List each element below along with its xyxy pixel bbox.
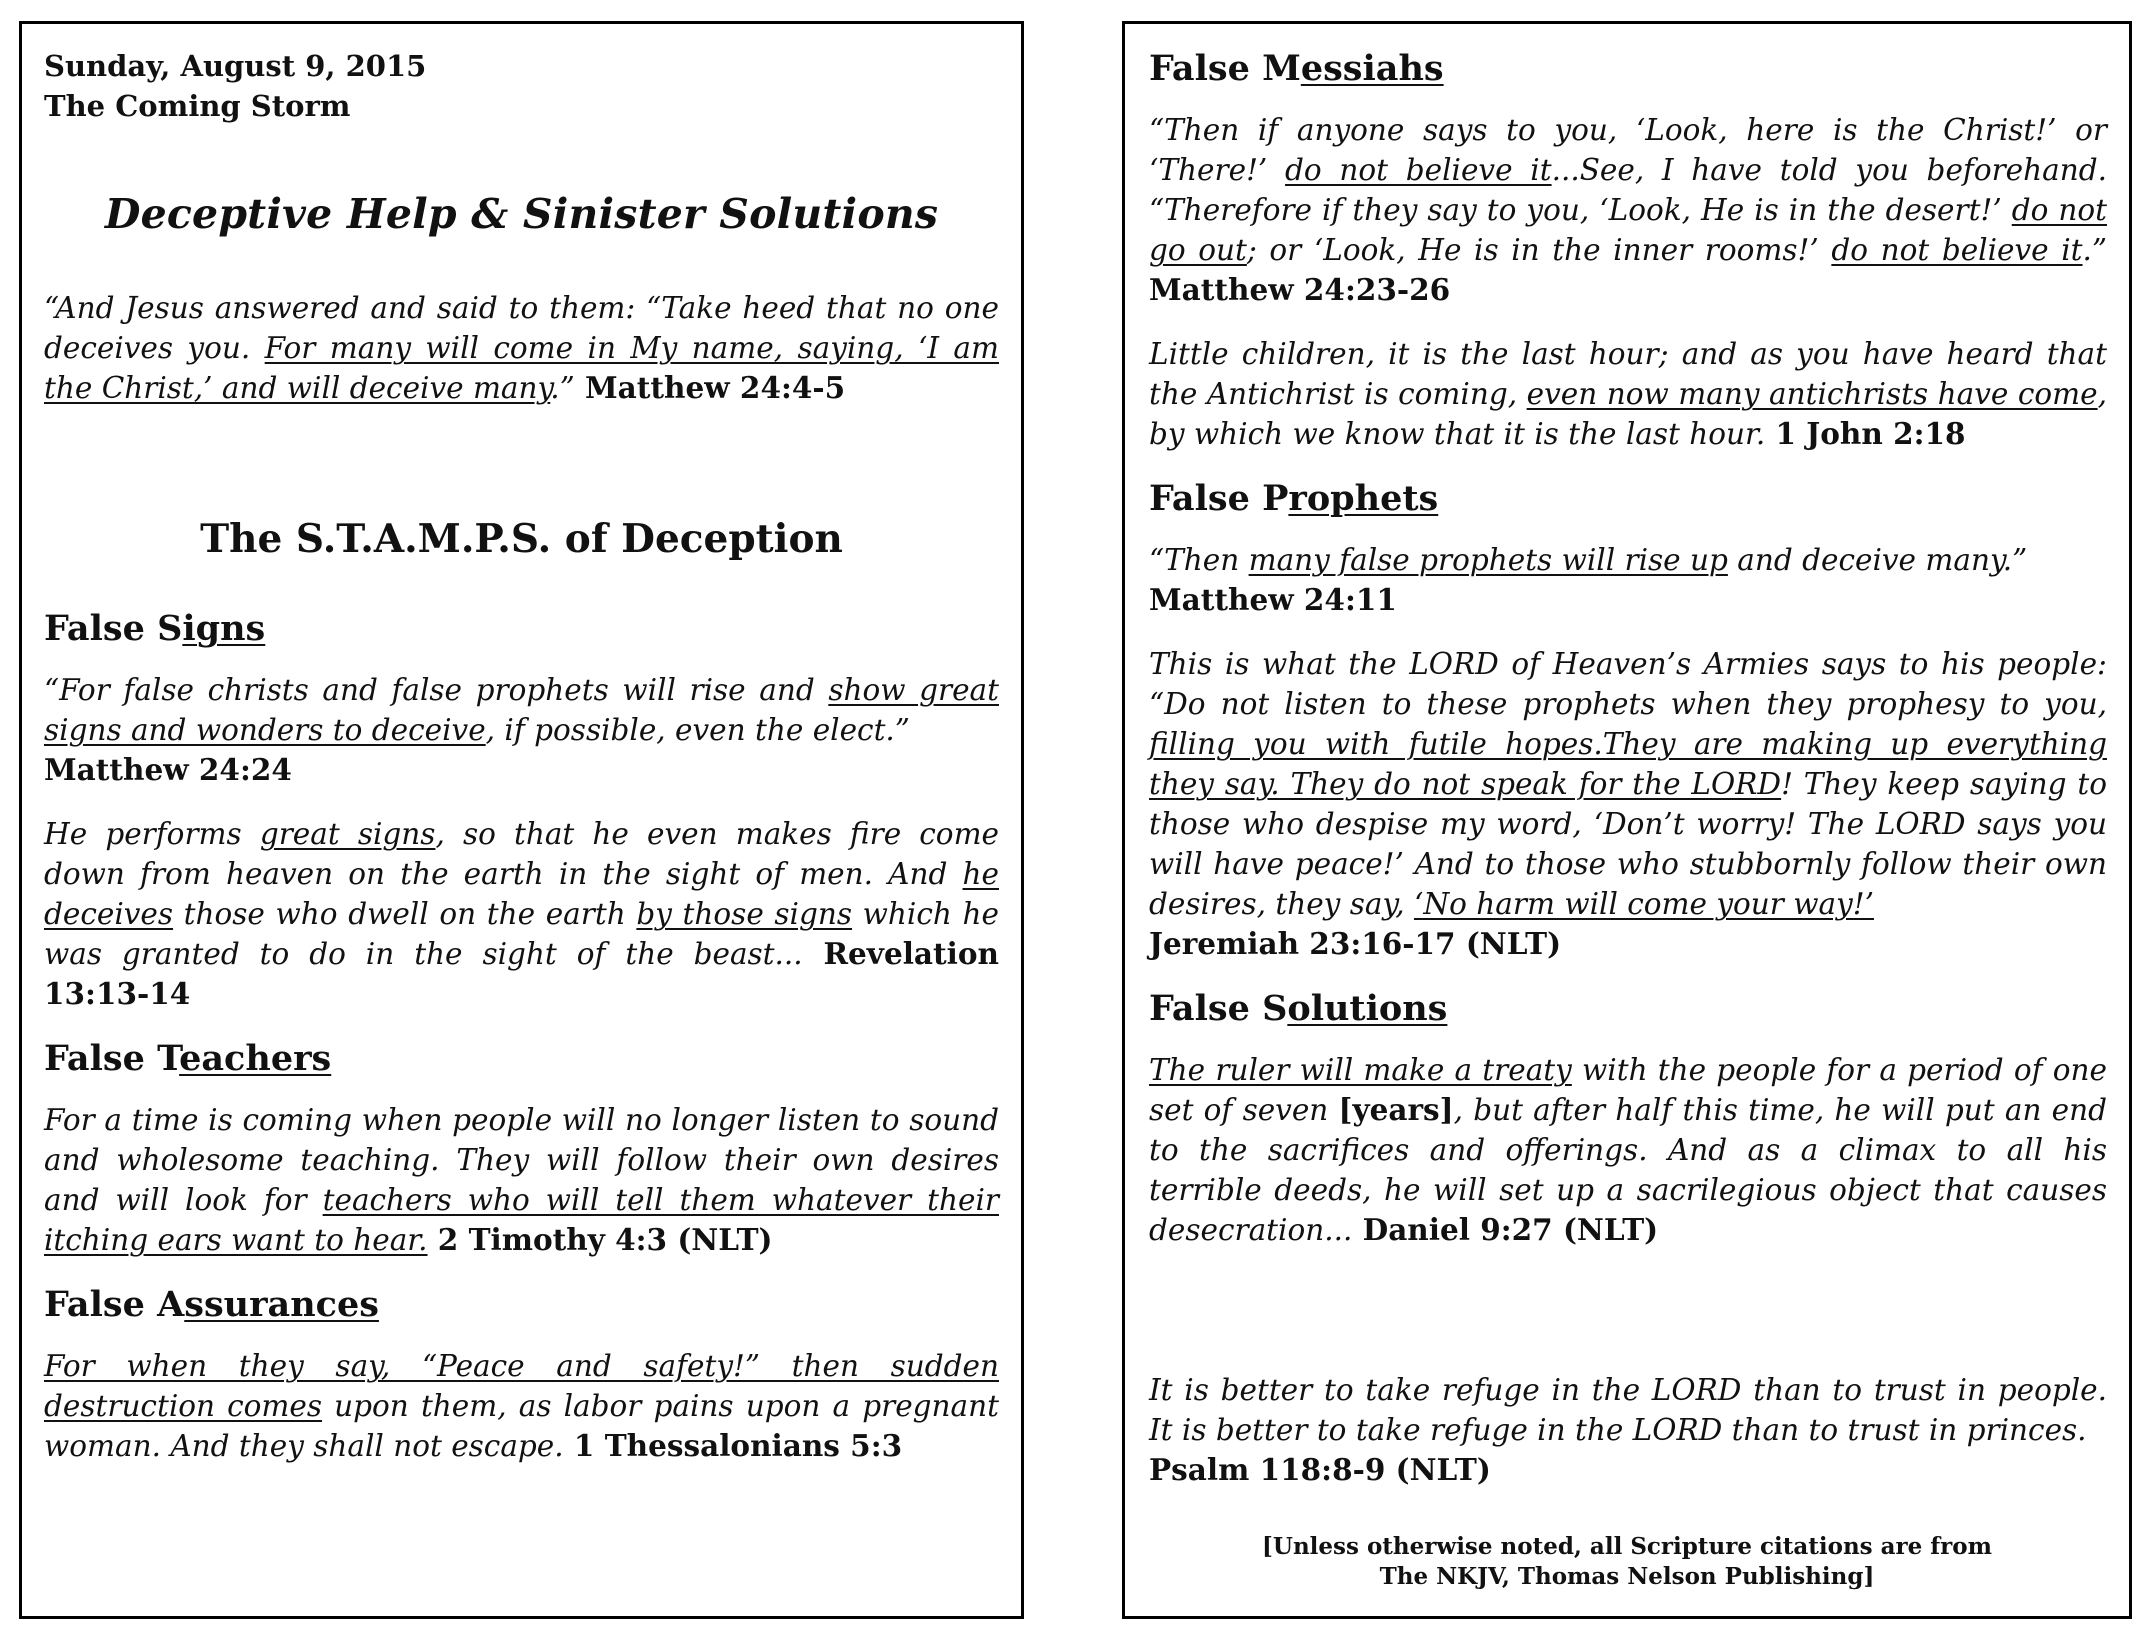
intro-verse-close: .” xyxy=(550,371,575,405)
false-signs-verse-1: “For false christs and false prophets will rise and show great signs and wonders to deceive, if possible, even the elect.” Matthew 24:24 xyxy=(44,673,999,787)
left-page-content xyxy=(44,46,999,1466)
heading-false-signs: False Signs xyxy=(44,608,266,649)
scripture-footnote xyxy=(1125,1532,2129,1592)
false-signs-verse-1-reference: Matthew 24:24 xyxy=(44,752,292,787)
false-messiahs-verse-1: “Then if anyone says to you, ‘Look, here is the Christ!’ or ‘There!’ do not believe it...See, I have told you beforehand. “Therefore if they say to you, ‘Look, He is in the desert!’ do not go out; or ‘Look, He is in the inner rooms!’ do not believe it.” Matthew 24:23-26 xyxy=(1149,113,2107,307)
sermon-title: Deceptive Help & Sinister Solutions xyxy=(104,190,939,238)
sermon-date: Sunday, August 9, 2015 xyxy=(44,49,427,83)
false-prophets-verse-2: This is what the LORD of Heaven’s Armies says to his people: “Do not listen to these prophets when they prophesy to you, filling you with futile hopes.They are making up everything they say. They do not speak for the LORD! They keep saying to those who despise my word, ‘Don’t worry! The LORD says you will have peace!’ And to those who stubbornly follow their own desires, they say, ‘No harm will come your way!’ Jeremiah 23:16-17 (NLT) xyxy=(1149,647,2107,961)
false-prophets-verse-1: “Then many false prophets will rise up and deceive many.” Matthew 24:11 xyxy=(1149,543,2028,617)
false-solutions-verse: The ruler will make a treaty with the people for a period of one set of seven [years], but after half this time, he will put an end to the sacrifices and offerings. And as a climax to all his terrible deeds, he will set up a sacrilegious object that causes desecration... Daniel 9:27 (NLT) xyxy=(1149,1053,2107,1247)
intro-verse-underlined: For many will come in My name, saying, ‘I am the Christ,’ and will deceive many xyxy=(44,331,999,405)
closing-verse: It is better to take refuge in the LORD than to trust in people. It is better to take refuge in the LORD than to trust in princes. Psalm 118:8-9 (NLT) xyxy=(1149,1373,2107,1487)
intro-verse-reference: Matthew 24:4-5 xyxy=(574,370,846,405)
false-messiahs-verse-2: Little children, it is the last hour; and as you have heard that the Antichrist is coming, even now many antichrists have come, by which we know that it is the last hour. 1 John 2:18 xyxy=(1149,337,2107,451)
footnote-line-1: [Unless otherwise noted, all Scripture citations are from xyxy=(1262,1533,1992,1560)
false-messiahs-verse-2-reference: 1 John 2:18 xyxy=(1765,416,1966,451)
false-assurances-verse: For when they say, “Peace and safety!” then sudden destruction comes upon them, as labor pains upon a pregnant woman. And they shall not escape. 1 Thessalonians 5:3 xyxy=(44,1349,999,1463)
heading-false-messiahs: False Messiahs xyxy=(1149,48,1444,89)
heading-false-teachers: False Teachers xyxy=(44,1038,332,1079)
left-page xyxy=(19,21,1024,1619)
closing-verse-reference: Psalm 118:8-9 (NLT) xyxy=(1149,1452,1491,1487)
false-signs-verse-2-reference: Revelation 13:13-14 xyxy=(44,936,999,1011)
right-page-content xyxy=(1149,48,2107,1490)
heading-false-solutions: False Solutions xyxy=(1149,988,1448,1029)
false-teachers-verse: For a time is coming when people will no longer listen to sound and wholesome teaching. They will follow their own desires and will look for teachers who will tell them whatever their itching ears want to hear. 2 Timothy 4:3 (NLT) xyxy=(44,1103,999,1257)
false-teachers-verse-reference: 2 Timothy 4:3 (NLT) xyxy=(427,1222,773,1257)
footnote-line-2: The NKJV, Thomas Nelson Publishing] xyxy=(1379,1563,1875,1590)
heading-false-assurances: False Assurances xyxy=(44,1284,379,1325)
false-messiahs-verse-1-reference: Matthew 24:23-26 xyxy=(1149,272,1451,307)
right-page xyxy=(1122,21,2132,1619)
false-solutions-verse-reference: Daniel 9:27 (NLT) xyxy=(1352,1212,1659,1247)
false-assurances-verse-reference: 1 Thessalonians 5:3 xyxy=(563,1428,903,1463)
false-prophets-verse-2-reference: Jeremiah 23:16-17 (NLT) xyxy=(1149,926,1562,961)
intro-verse-text: “And Jesus answered and said to them: “Take heed that no one deceives you. xyxy=(44,291,999,365)
false-prophets-verse-1-reference: Matthew 24:11 xyxy=(1149,582,1397,617)
intro-verse xyxy=(44,288,999,408)
sermon-series: The Coming Storm xyxy=(44,89,351,123)
heading-false-prophets: False Prophets xyxy=(1149,478,1439,519)
stamps-subtitle: The S.T.A.M.P.S. of Deception xyxy=(200,516,843,562)
false-signs-verse-2: He performs great signs, so that he even makes fire come down from heaven on the earth in the sight of men. And he deceives those who dwell on the earth by those signs which he was granted to do in the sight of the beast... Revelation 13:13-14 xyxy=(44,817,999,1011)
